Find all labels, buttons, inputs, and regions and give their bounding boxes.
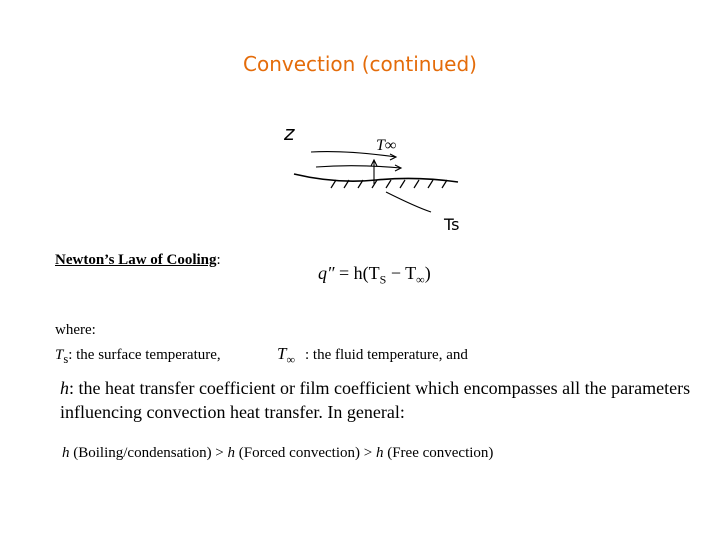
cooling-equation: $q'' = h(T_S - T_\infty)$ (318, 263, 431, 287)
h-definition: h: the heat transfer coefficient or film coefficient which encompasses all the parameters influencing convection heat transfer. In general: (60, 378, 691, 422)
slide-title: Convection (continued) (243, 52, 477, 76)
coefficient-inequality: h (Boiling/condensation) > h (Forced convection) > h (Free convection) (62, 445, 494, 461)
flow-arrows (311, 152, 431, 212)
sketch-tinf-label: T∞ (376, 137, 397, 154)
convection-sketch (276, 112, 476, 242)
sketch-z-label: z (284, 121, 295, 145)
where-label: where: (55, 322, 96, 338)
sketch-ts-label: Ts (444, 215, 460, 234)
surface-hatch (331, 180, 447, 188)
fluid-temp-definition: : the fluid temperature, and (305, 347, 468, 363)
newton-law-label: Newton’s Law of Cooling: (55, 252, 221, 268)
t-infinity-symbol: $T_\infty$ (277, 344, 296, 367)
surface-temp-definition: $T_s$: the surface temperature, (55, 347, 221, 366)
